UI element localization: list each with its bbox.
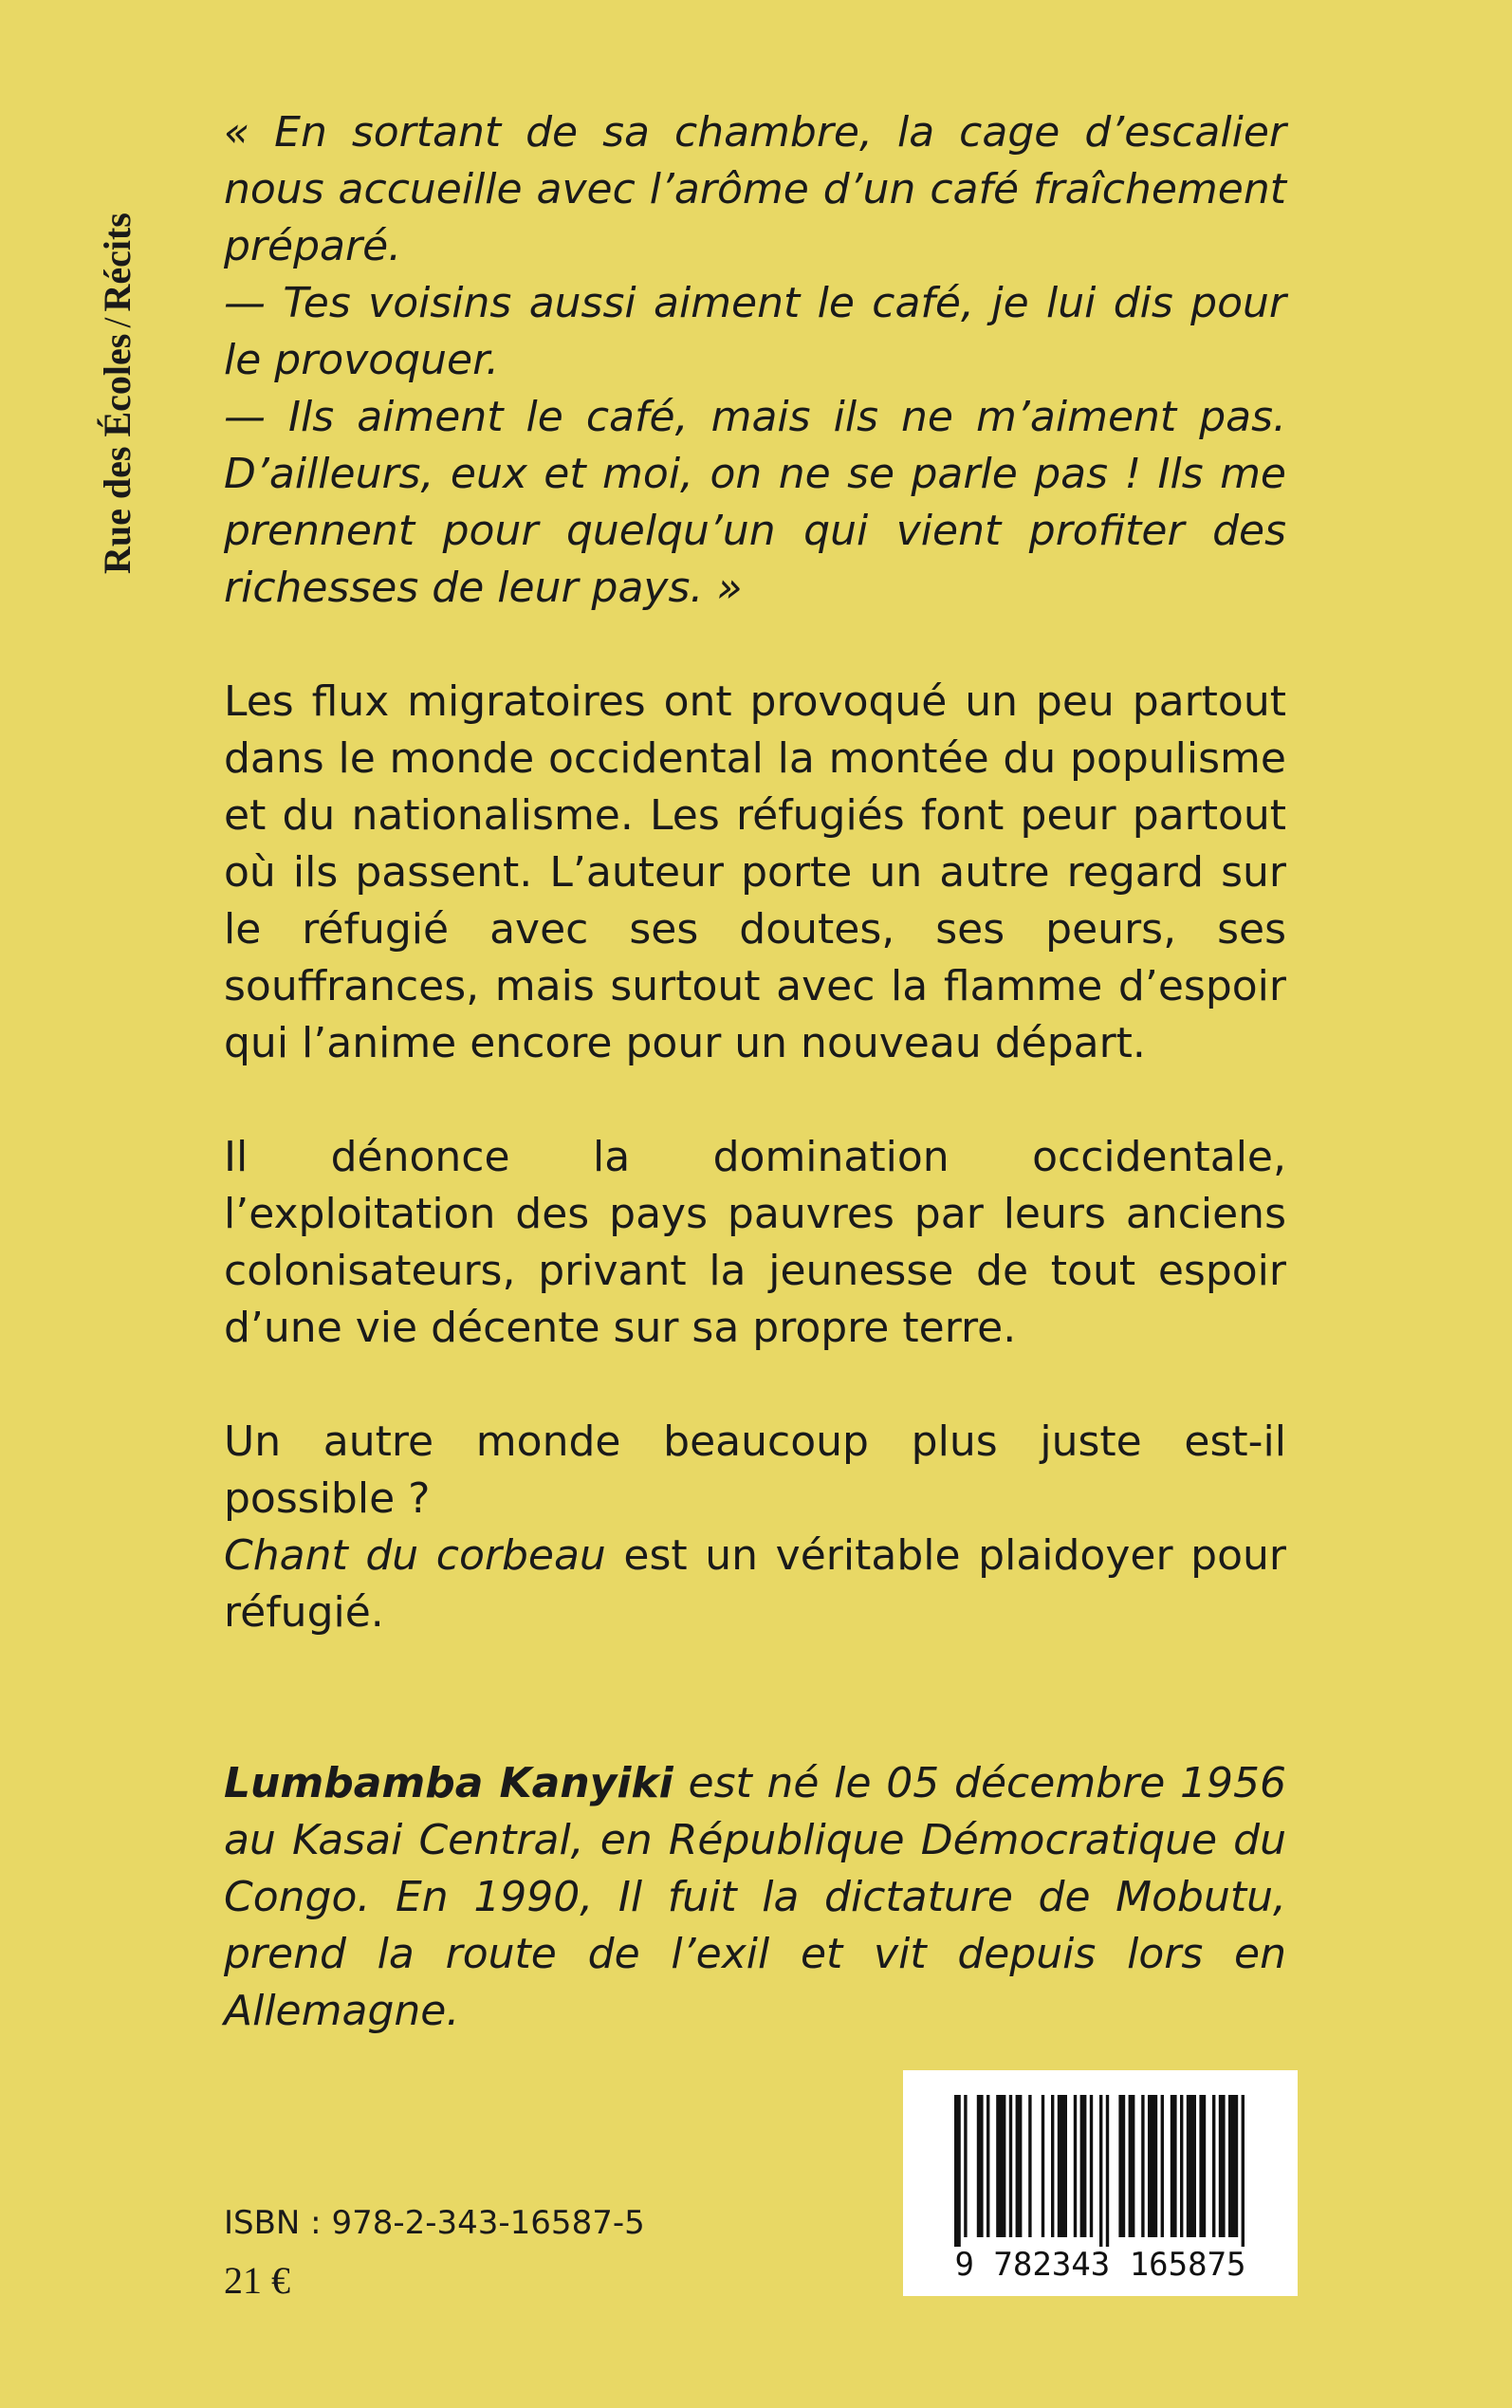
excerpt-quote <box>224 104 1286 617</box>
barcode-bar <box>1009 2095 1012 2237</box>
barcode-bar <box>977 2095 984 2237</box>
barcode-bar <box>1118 2095 1125 2237</box>
collection-name: Rue des Écoles <box>96 333 138 574</box>
isbn-number: ISBN : 978-2-343-16587-5 <box>224 2204 645 2242</box>
barcode-bar <box>1058 2095 1067 2237</box>
barcode-bar <box>1074 2095 1077 2237</box>
back-cover-text <box>224 104 1286 2097</box>
barcode-bar <box>964 2095 967 2237</box>
barcode-bar <box>1080 2095 1087 2237</box>
author-bio <box>224 1755 1286 2040</box>
barcode-digits: 9 782343 165875 <box>954 2246 1246 2281</box>
author-name: Lumbamba Kanyiki <box>224 1759 673 1807</box>
barcode-bar <box>1129 2095 1135 2237</box>
quote-line-2: — Tes voisins aussi aiment le café, je lui dis pour le provoquer. <box>224 279 1286 384</box>
barcode-bar <box>1099 2095 1102 2247</box>
barcode-bar <box>1042 2095 1044 2237</box>
barcode-bar <box>1028 2095 1031 2237</box>
barcode-bar <box>996 2095 1005 2237</box>
synopsis-paragraph-2: Il dénonce la domination occidentale, l’exploitation des pays pauvres par leurs anciens colonisateurs, privant la jeunesse de tout espoir d’une vie décente sur sa propre terre. <box>224 1133 1286 1352</box>
synopsis-paragraph-3 <box>224 1414 1286 1641</box>
barcode-bar <box>1016 2095 1023 2237</box>
barcode-bar <box>1161 2095 1164 2237</box>
barcode-bar <box>1051 2095 1054 2237</box>
barcode-bar <box>1219 2095 1226 2237</box>
barcode-bar <box>1106 2095 1109 2247</box>
author-bio-text: est né le 05 décembre 1956 au Kasai Central, en République Démocratique du Congo. En 1990, Il fuit la dictature de Mobutu, prend la route de l’exil et vit depuis lors en Allemagne. <box>224 1759 1287 2035</box>
barcode-bar <box>1242 2095 1245 2247</box>
barcode-bar <box>1148 2095 1157 2237</box>
paragraph-3-start: Un autre monde beaucoup plus juste est-il possible ? <box>224 1417 1286 1523</box>
spine-separator: / <box>96 317 138 328</box>
book-title: Chant du corbeau <box>224 1531 606 1580</box>
genre-name: Récits <box>96 213 138 312</box>
barcode-bar <box>1212 2095 1215 2237</box>
barcode-bar <box>1141 2095 1144 2237</box>
barcode-bar <box>1187 2095 1196 2237</box>
quote-line-3: — Ils aiment le café, mais ils ne m’aiment pas. D’ailleurs, eux et moi, on ne se parle pas ! Ils me prennent pour quelqu’un qui vient profiter des richesses de leur pays. » <box>224 393 1286 612</box>
paragraph-3-end: est un véritable plaidoyer pour réfugié. <box>224 1531 1286 1637</box>
barcode-bar <box>954 2095 961 2247</box>
synopsis-paragraph-1: Les flux migratoires ont provoqué un peu partout dans le monde occidental la montée du populisme et du nationalisme. Les réfugiés font peur partout où ils passent. L’auteur porte un autre regard sur le réfugié avec ses doutes, ses peurs, ses souffrances, mais surtout avec la flamme d’espoir qui l’anime encore pour un nouveau départ. <box>224 677 1286 1067</box>
barcode-bar <box>1180 2095 1183 2237</box>
spine-title <box>96 213 138 574</box>
barcode <box>903 2070 1298 2296</box>
price: 21 € <box>224 2259 290 2302</box>
barcode-graphic <box>941 2095 1260 2281</box>
quote-line-1: « En sortant de sa chambre, la cage d’escalier nous accueille avec l’arôme d’un café fraîchement préparé. <box>224 108 1286 270</box>
barcode-bar <box>1171 2095 1177 2237</box>
barcode-bar <box>1228 2095 1238 2237</box>
barcode-bar <box>1090 2095 1093 2237</box>
barcode-bar <box>986 2095 989 2237</box>
barcode-bar <box>1199 2095 1206 2237</box>
